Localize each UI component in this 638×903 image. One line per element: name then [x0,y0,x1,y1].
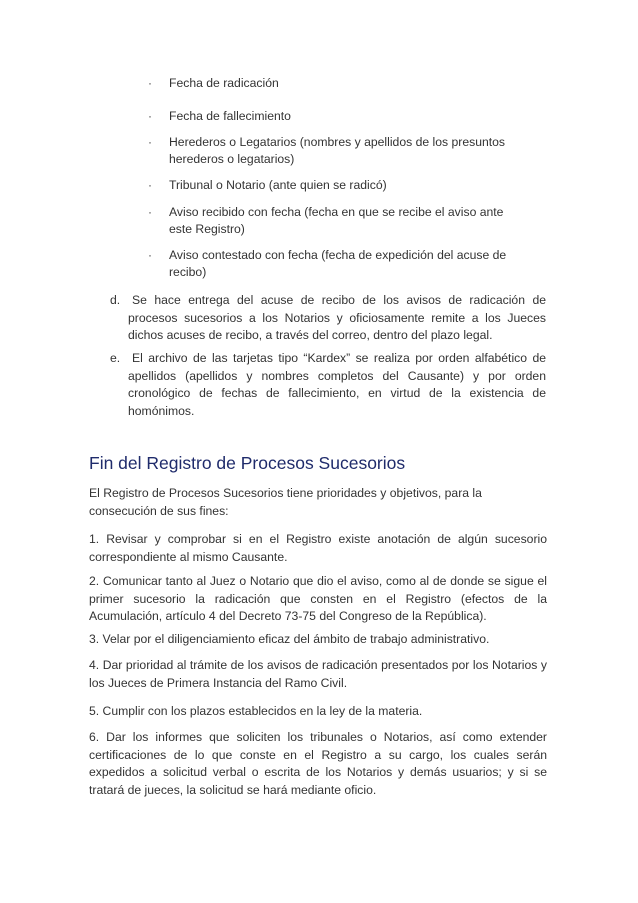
bullet-text: Tribunal o Notario (ante quien se radicó) [169,178,387,192]
item-text: El archivo de las tarjetas tipo “Kardex” se realiza por orden alfabético de apellidos (apellidos y nombres completos del Causante) y por orden cronológico de fechas de fallecimiento, en virtud de la existencia de homónimos. [128,351,546,418]
list-item-e [0,350,638,420]
item-letter: e. [110,351,121,365]
bullet-symbol: · [148,109,152,123]
bullet-symbol: · [148,178,152,192]
objective-2: 2. Comunicar tanto al Juez o Notario que dio el aviso, como al de donde se sigue el primer sucesorio la radicación que consten en el Registro (efectos de la Acumulación, artículo 4 del Decreto 73-75 del Congreso de la República). [89,574,547,623]
section-heading: Fin del Registro de Procesos Sucesorios [89,453,406,473]
objective-3: 3. Velar por el diligenciamiento eficaz del ámbito de trabajo administrativo. [89,632,490,646]
item-text: Se hace entrega del acuse de recibo de los avisos de radicación de procesos sucesorios a los Notarios y oficiosamente remite a los Jueces dichos acuses de recibo, a través del correo, dentro del plazo legal. [128,293,546,342]
bullet-symbol: · [148,205,152,219]
bullet-item [0,75,638,108]
list-item-d [0,292,638,345]
item-letter: d. [110,293,121,307]
objective-4: 4. Dar prioridad al trámite de los avisos de radicación presentados por los Notarios y los Jueces de Primera Instancia del Ramo Civil. [89,658,547,690]
bullet-item [0,177,638,204]
bullet-list [0,75,638,287]
bullet-symbol: · [148,248,152,262]
bullet-symbol: · [148,76,152,90]
bullet-text: Aviso recibido con fecha (fecha en que se recibe el aviso ante este Registro) [169,205,504,236]
bullet-text: Fecha de fallecimiento [169,109,291,123]
bullet-item [0,204,638,247]
bullet-text: Aviso contestado con fecha (fecha de expedición del acuse de recibo) [169,248,507,279]
objective-5: 5. Cumplir con los plazos establecidos en la ley de la materia. [89,704,423,718]
bullet-item [0,134,638,177]
bullet-text: Fecha de radicación [169,76,279,90]
section-intro: El Registro de Procesos Sucesorios tiene prioridades y objetivos, para la consecución de sus fines: [89,486,482,518]
bullet-symbol: · [148,135,152,149]
objective-1: 1. Revisar y comprobar si en el Registro existe anotación de algún sucesorio correspondiente al mismo Causante. [89,532,547,564]
bullet-item [0,247,638,287]
bullet-item [0,108,638,134]
bullet-text: Herederos o Legatarios (nombres y apellidos de los presuntos herederos o legatarios) [169,135,506,166]
objective-6: 6. Dar los informes que soliciten los tribunales o Notarios, así como extender certificaciones de lo que conste en el Registro a su cargo, los cuales serán expedidos a solicitud verbal o escrita de los Notarios y demás usuarios; y si se tratará de jueces, la solicitud se hará mediante oficio. [89,730,547,797]
